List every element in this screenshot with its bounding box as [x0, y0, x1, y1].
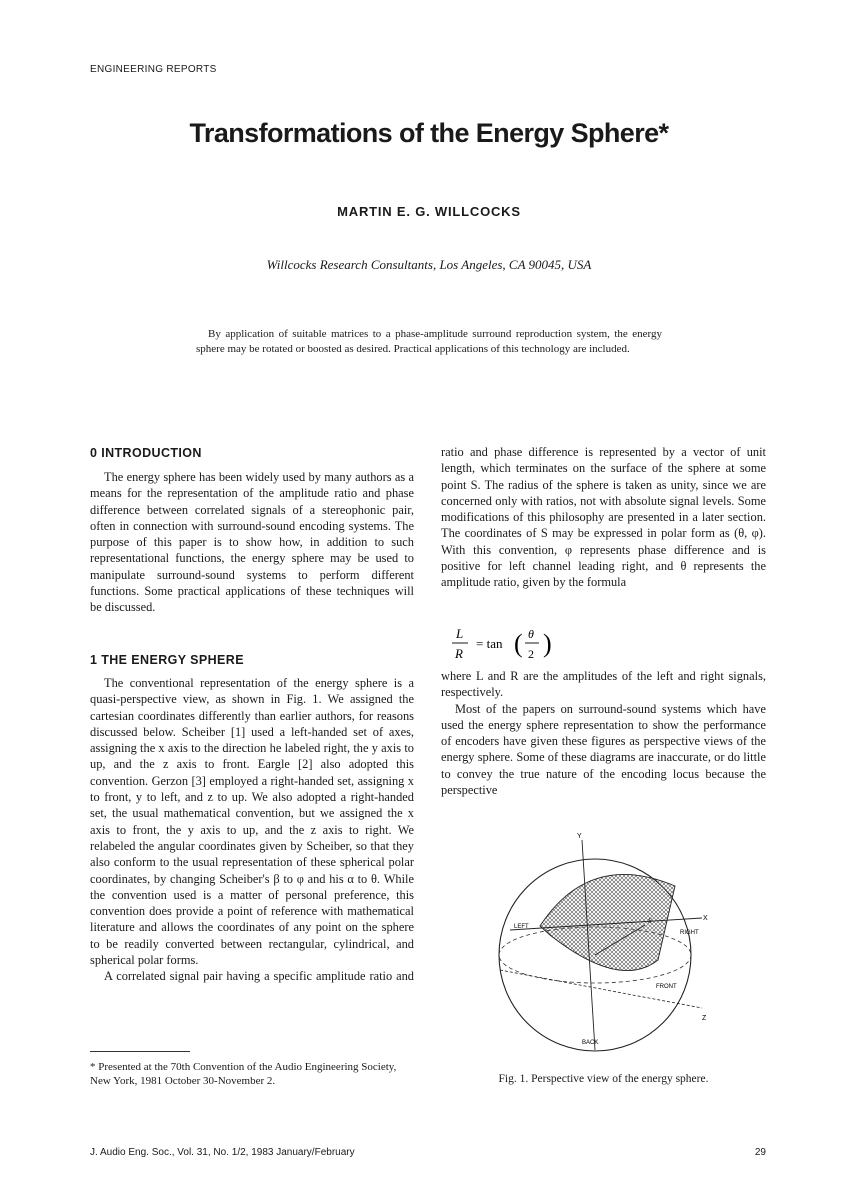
equation-numerator: L [456, 626, 464, 641]
paragraph-continued: ratio and phase difference is represented by a vector of unit length, which terminates on the surface of the sphere at some point S. The radius of the sphere is taken as unity, since we are concerned only with ratios, not with absolute signal levels. Some modifications of this philosophy are presented in a later section. The coordinates of S may be expressed in polar form as (θ, φ). With this convention, φ represents phase difference and is positive for left channel leading right, and θ represents the amplitude ratio, given by the formula [441, 445, 766, 590]
paragraph: The energy sphere has been widely used by many authors as a means for the representation of the amplitude ratio and phase difference between correlated signals of a stereophonic pair, often in connection with surround-sound encoding systems. The purpose of this paper is to show how, in addition to such representational functions, the energy sphere may be used to manipulate surround-sound systems to perform different functions. Some practical applications of these techniques will be discussed. [90, 470, 414, 615]
paragraph: The conventional representation of the energy sphere is a quasi-perspective view, as shown in Fig. 1. We assigned the cartesian coordinates differently than earlier authors, for reasons discussed below. Scheiber [1] used a left-handed set of axes, assigning the x axis to the direction he labeled right, the y axis to up, and the z axis to front. Eargle [2] also adopted this convention. Gerzon [3] employed a right-handed set, assigning x to front, y to left, and z to up. We also adopted a right-handed set, the usual mathematical convention, but we assigned the x axis to front, the y axis to up, and the z axis to right. We relabeled the angular coordinates given by Scheiber, so that they also conform to the usual representation of these spherical polar coordinates, by changing Scheiber's β to φ and his α to θ. While the convention used is a matter of personal preference, this convention does provide a point of reference with mathematical literature and allows the coordinates of any point on the sphere to be readily converted between rectangular, cylindrical, and spherical polar forms. [90, 676, 414, 968]
point-label-back: BACK [582, 1040, 599, 1046]
section-heading-introduction: 0 INTRODUCTION [90, 446, 202, 460]
point-label-front: FRONT [656, 984, 677, 990]
energy-sphere-figure [470, 830, 720, 1065]
section-heading-energy-sphere: 1 THE ENERGY SPHERE [90, 653, 244, 667]
left-column [90, 469, 414, 616]
equation-arg-denominator: 2 [528, 647, 534, 661]
point-label-left: LEFT [514, 924, 529, 930]
axis-label-x: X [703, 915, 708, 922]
figure-caption: Fig. 1. Perspective view of the energy sphere. [498, 1073, 709, 1085]
point-label-s: S [648, 917, 652, 925]
footnote: * Presented at the 70th Convention of the Audio Engineering Society, New York, 1981 October 30-November 2. [90, 1061, 397, 1087]
running-header: ENGINEERING REPORTS [90, 64, 217, 75]
paragraph: A correlated signal pair having a specific amplitude ratio and [104, 969, 414, 984]
point-label-right: RIGHT [680, 930, 699, 936]
author-affiliation: Willcocks Research Consultants, Los Angeles, CA 90045, USA [266, 257, 592, 272]
axis-label-y: Y [577, 833, 582, 840]
journal-citation: J. Audio Eng. Soc., Vol. 31, No. 1/2, 1983 January/February [90, 1147, 355, 1158]
shaded-region [540, 874, 675, 970]
right-column [441, 444, 766, 591]
equation [446, 620, 586, 666]
paragraph: where L and R are the amplitudes of the left and right signals, respectively. [441, 669, 766, 700]
abstract: By application of suitable matrices to a phase-amplitude surround reproduction system, the energy sphere may be rotated or boosted as desired. Practical applications of this technology are included. [196, 328, 662, 355]
svg-text:(: ( [514, 629, 523, 658]
page-number: 29 [754, 1147, 766, 1158]
equation-denominator: R [455, 646, 463, 661]
equation-arg-numerator: θ [528, 627, 534, 641]
paper-title: Transformations of the Energy Sphere* [189, 118, 669, 148]
paragraph: Most of the papers on surround-sound systems which have used the energy sphere representation to show the performance of encoders have given these figures as perspective views of the energy sphere. Some of these diagrams are inaccurate, or do little to convey the true nature of the encoding locus because the perspective [441, 701, 766, 798]
equation-rhs: = tan [476, 636, 503, 651]
right-column-continued [441, 668, 766, 798]
left-column-continued [90, 675, 414, 984]
author-name: MARTIN E. G. WILLCOCKS [337, 204, 521, 219]
svg-text:): ) [543, 629, 552, 658]
axis-label-z: Z [702, 1015, 707, 1022]
footnote-rule [90, 1051, 190, 1052]
